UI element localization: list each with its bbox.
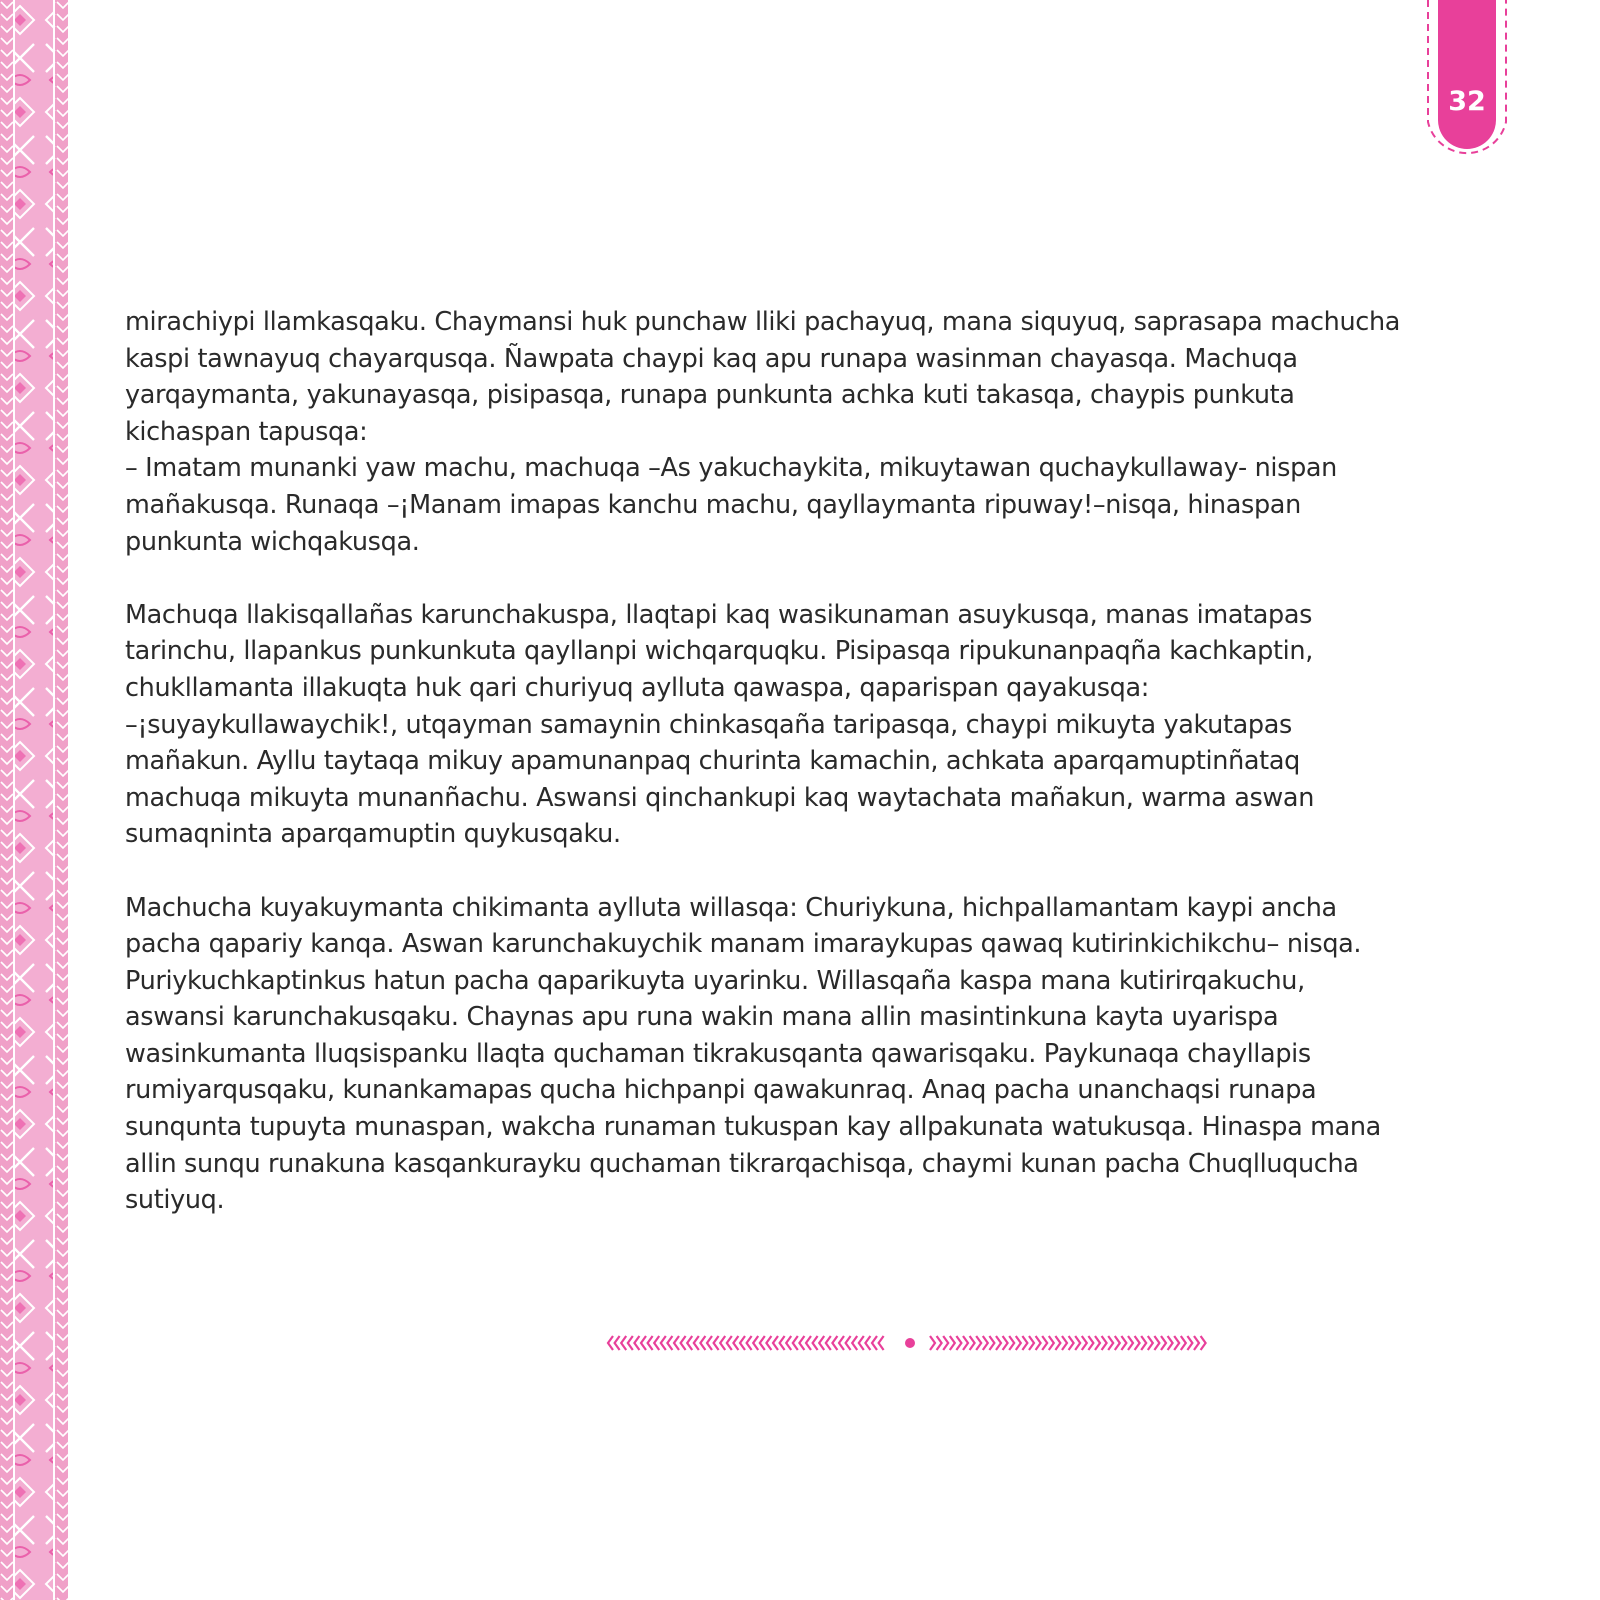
page-number-tab <box>1426 0 1508 162</box>
decorative-woven-border <box>0 0 68 1600</box>
paragraph-1: mirachiypi llamkasqaku. Chaymansi huk punchaw lliki pachayuq, mana siquyuq, saprasapa machucha kaspi tawnayuq chayarqusqa. Ñawpata chaypi kaq apu runapa wasinman chayasqa. Machuqa yarqaymanta, yakunayasqa, pisipasqa, runapa punkunta achka kuti takasqa, chaypis punkuta kichaspan tapusqa: – Imatam munanki yaw machu, machuqa –As yakuchaykita, mikuytawan quchaykullaway- nispan mañakusqa. Runaqa –¡Manam imapas kanchu machu, qayllaymanta ripuway!–nisqa, hinaspan punkunta wichqakusqa. <box>125 307 1401 557</box>
paragraph-2: Machuqa llakisqallañas karunchakuspa, llaqtapi kaq wasikunaman asuykusqa, manas imatapas tarinchu, llapankus punkunkuta qayllanpi wichqarquqku. Pisipasqa ripukunanpaqña kachkaptin, chukllamanta illakuqta huk qari churiyuq aylluta qawaspa, qaparispan qayakusqa: –¡suyaykullawaychik!, utqayman samaynin chinkasqaña taripasqa, chaypi mikuyta yakutapas mañakun. Ayllu taytaqa mikuy apamunanpaq churinta kamachin, achkata aparqamuptinñataq machuqa mikuyta munanñachu. Aswansi qinchankupi kaq waytachata mañakun, warma aswan sumaqninta aparqamuptin quykusqaku. <box>125 599 1315 850</box>
section-divider-ornament <box>600 1330 1220 1356</box>
page-number: 32 <box>1448 86 1486 117</box>
story-text <box>125 304 1430 1255</box>
paragraph-3: Machucha kuyakuymanta chikimanta aylluta willasqa: Churiykuna, hichpallamantam kaypi ancha pacha qapariy kanqa. Aswan karunchakuychik manam imaraykupas qawaq kutirinkichikchu– nisqa. Puriykuchkaptinkus hatun pacha qaparikuyta uyarinku. Willasqaña kaspa mana kutirirqakuchu, aswansi karunchakusqaku. Chaynas apu runa wakin mana allin masintinkuna kayta uyarispa wasinkumanta lluqsispanku llaqta quchaman tikrakusqanta qawarisqaku. Paykunaqa chayllapis rumiyarqusqaku, kunankamapas qucha hichpanpi qawakunraq. Anaq pacha unanchaqsi runapa sunqunta tupuyta munaspan, wakcha runaman tukuspan kay allpakunata watukusqa. Hinaspa mana allin sunqu runakuna kasqankurayku quchaman tikrarqachisqa, chaymi kunan pacha Chuqlluqucha sutiyuq. <box>125 892 1381 1216</box>
